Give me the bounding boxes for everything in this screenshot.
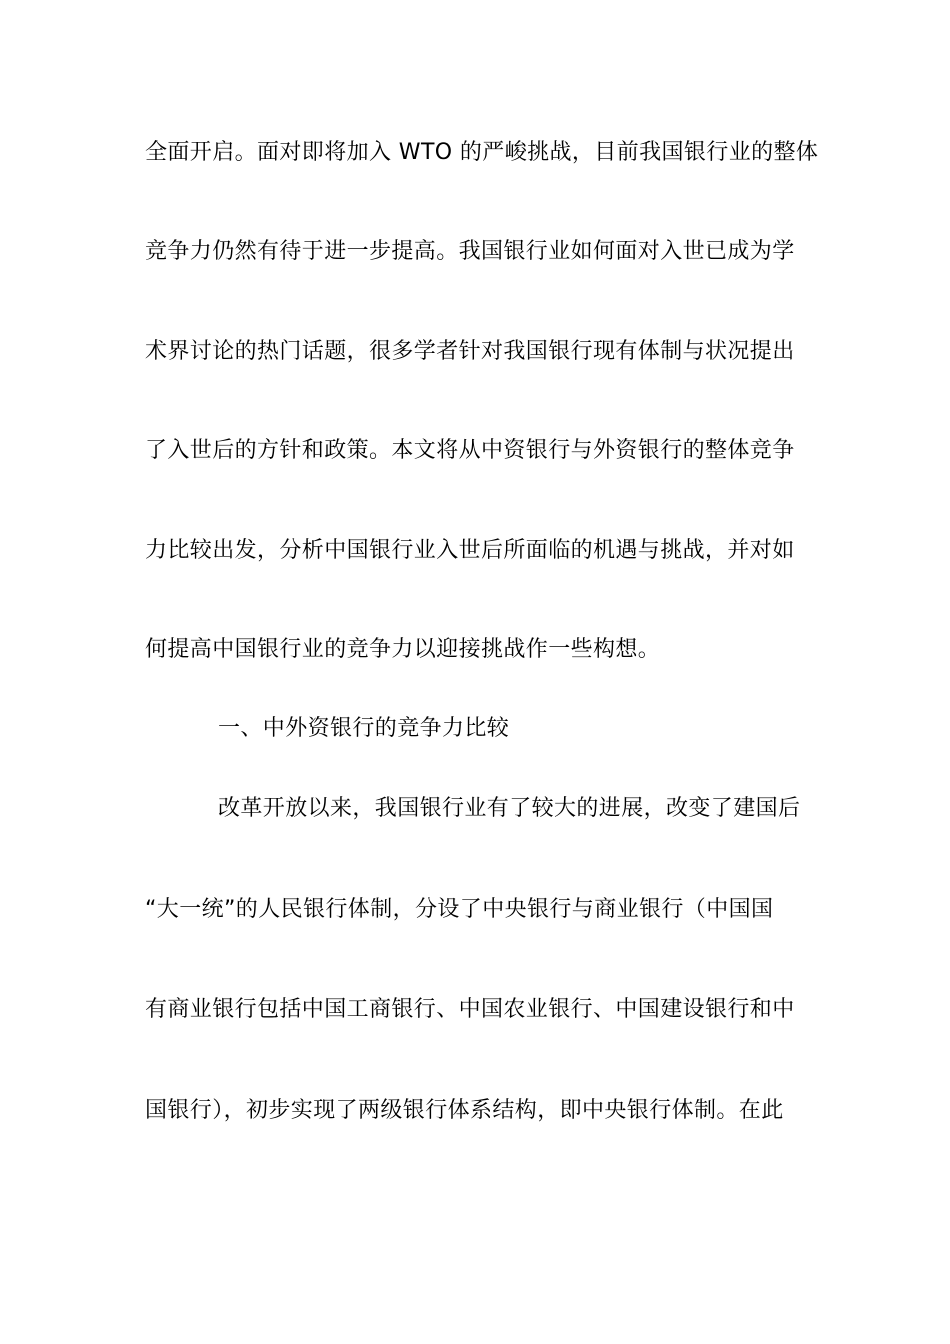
paragraph1-line-5: 力比较出发，分析中国银行业入世后所面临的机遇与挑战，并对如 (145, 538, 795, 563)
paragraph2-line-4: 国银行），初步实现了两级银行体系结构，即中央银行体制。在此 (145, 1098, 784, 1123)
section-heading: 一、中外资银行的竞争力比较 (218, 716, 510, 741)
paragraph1-line-4: 了入世后的方针和政策。本文将从中资银行与外资银行的整体竞争 (145, 438, 795, 463)
paragraph2-line-3: 有商业银行包括中国工商银行、中国农业银行、中国建设银行和中 (145, 997, 795, 1022)
paragraph2-line-1: 改革开放以来，我国银行业有了较大的进展，改变了建国后 (218, 796, 801, 821)
paragraph1-line-6: 何提高中国银行业的竞争力以迎接挑战作一些构想。 (145, 637, 661, 662)
paragraph1-line-2: 竞争力仍然有待于进一步提高。我国银行业如何面对入世已成为学 (145, 239, 795, 264)
paragraph1-line-3: 术界讨论的热门话题，很多学者针对我国银行现有体制与状况提出 (145, 339, 795, 364)
paragraph1-line-1: 全面开启。面对即将加入 WTO 的严峻挑战，目前我国银行业的整体 (145, 140, 819, 165)
paragraph2-line-2: “大一统”的人民银行体制，分设了中央银行与商业银行（中国国 (145, 897, 774, 922)
